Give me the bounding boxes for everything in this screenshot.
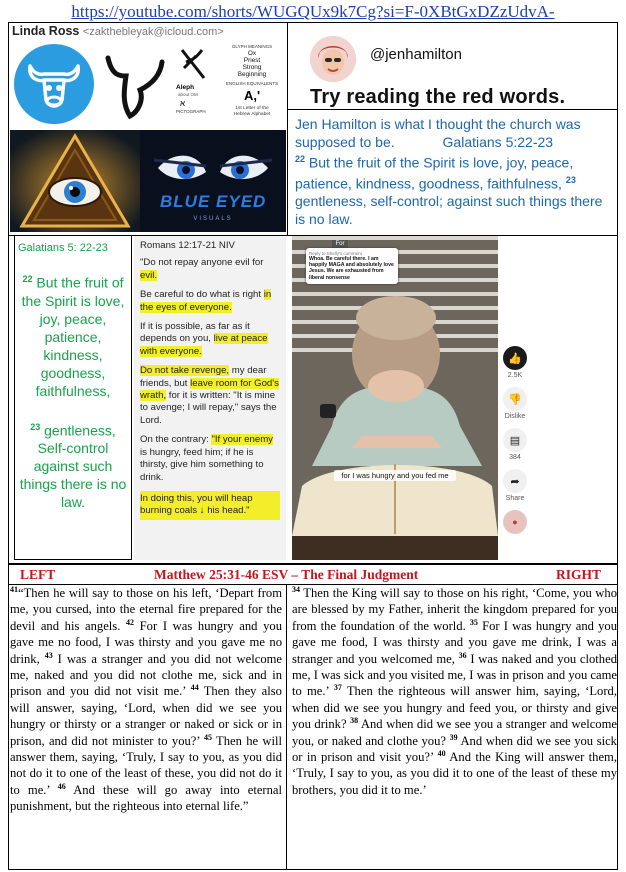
meaning-beginning: Beginning: [237, 71, 267, 78]
english-equivalents: A,': [243, 88, 261, 103]
verse-text: And when did we see you a stranger and welcome you, or naked and clothe you?: [292, 717, 617, 748]
logo-wordmark: [160, 192, 266, 212]
verse-number: 22: [295, 154, 306, 164]
glyph-meanings-title: GLYPH MEANINGS: [231, 44, 273, 49]
letter-note: 1st Letter of the Hebrew Alphabet: [233, 106, 271, 117]
matthew-header: [8, 566, 618, 584]
jen-hamilton-commentary: [295, 116, 613, 228]
aleph-chart: [176, 44, 284, 128]
logo-eyed: EYED: [216, 192, 267, 211]
verse-text: Then he will answer them, saying, ‘Truly, I say to you, as you did not do it to one of the least of these, you did not do it to me.’: [10, 733, 282, 797]
video-caption: for I was hungry and you fed me: [334, 470, 456, 481]
verse-number: 39: [449, 732, 458, 742]
galatians-v23: gentleness, Self-control against such things there is no law.: [19, 422, 127, 511]
verse-text: I was a stranger and you did not welcome me, naked and you did not clothe me, sick and in prison and you did not visit me.’: [10, 651, 282, 699]
tweet-caption: Try reading the red words.: [310, 86, 566, 108]
romans-p3: If it is possible, as far as it depends on you, live at peace with everyone.: [140, 321, 268, 357]
verse-text: And these will go away into eternal punishment, but the righteous into eternal life.”: [10, 782, 282, 814]
verse-23-text: gentleness, self-control; against such things there is no law.: [295, 193, 603, 227]
verse-number: 44: [190, 683, 199, 693]
commentary-line: Jen Hamilton is what I thought the church was supposed to be.: [295, 116, 581, 150]
all-seeing-eye-image: [10, 130, 140, 232]
pictograph-label: PICTOGRAPH: [176, 109, 206, 114]
ox-head-icon: [14, 44, 94, 124]
down-arrow-icon: ↓: [199, 505, 205, 517]
left-label: LEFT: [20, 567, 56, 582]
like-count: 2.5K: [507, 372, 523, 379]
youtube-link[interactable]: https://youtube.com/shorts/WUGQUx9k7Cg?si=F-0XBtGxDZzUdvA-: [71, 2, 555, 21]
verse-number: 23: [565, 175, 576, 186]
dislike-label: Dislike: [504, 413, 526, 420]
logo-visuals: VISUALS: [193, 216, 233, 222]
dislike-button[interactable]: 👎: [503, 387, 527, 411]
verse-number: 43: [44, 650, 53, 660]
verse-number: 38: [350, 716, 359, 726]
verse-text: Then the righteous will answer him, saying, ‘Lord, when did we see you hungry and feed you, or thirsty and give you drink?: [292, 684, 617, 732]
comment-button[interactable]: ▤: [503, 428, 527, 452]
galatians-text: [16, 270, 130, 511]
sender-email: <zakthebleyak@icloud.com>: [82, 26, 224, 38]
aleph-glyph: א: [180, 99, 186, 108]
galatians-title: Galatians 5: 22-23: [18, 242, 108, 254]
verse-number: 22: [22, 274, 33, 284]
blue-eyed-visuals-logo: [140, 130, 286, 232]
column-divider: [286, 584, 287, 870]
verse-number: 37: [333, 683, 342, 693]
ox-pictograph-icon: [100, 46, 172, 126]
verse-text: For I was hungry and you gave me no food, I was thirsty and you gave me no drink,: [10, 618, 282, 666]
left-column-text: [10, 585, 282, 869]
like-button[interactable]: 👍: [503, 346, 527, 370]
verse-number: 36: [458, 650, 467, 660]
share-button[interactable]: ➦: [503, 469, 527, 493]
comment-text: Whoa. Be careful there. I am happily MAGA and absolutely love Jesus. We are exhausted from liberal nonsense: [309, 256, 394, 281]
matthew-title: Matthew 25:31-46 ESV – The Final Judgment: [154, 567, 419, 582]
right-column-text: [292, 585, 617, 798]
verse-text: “Then he will say to those on his left, ‘Depart from me, you cursed, into the eternal fire prepared for the devil and his angels.: [10, 586, 282, 633]
romans-p1: "Do not repay anyone evil for evil.: [140, 257, 264, 281]
sender-name: Linda Ross: [12, 24, 80, 38]
video-frame[interactable]: [292, 236, 498, 560]
comment-count: 384: [509, 454, 521, 461]
verse-text: And the King will answer them, ‘Truly, I say to you, as you did it to one of the least of these my brothers, you did it to me.’: [292, 750, 618, 797]
right-label: RIGHT: [556, 567, 602, 582]
romans-p6: In doing this, you will heap burning coals ↓ his head.": [140, 491, 280, 520]
tweet-handle[interactable]: @jenhamilton: [370, 46, 462, 63]
galatians-v22: But the fruit of the Spirit is love, joy, peace, patience, kindness, goodness, faithfulness,: [21, 274, 125, 399]
comment-bubble: [306, 248, 398, 284]
verse-number: 35: [469, 617, 478, 627]
romans-p4: Do not take revenge, my dear friends, but leave room for God's wrath, for it is written: "It is mine to avenge; I will repay," says the Lord.: [140, 365, 279, 426]
verse-number: 41: [10, 585, 18, 594]
romans-screenshot: [134, 236, 286, 560]
share-label: Share: [505, 495, 525, 502]
verse-number: 45: [203, 732, 212, 742]
verse-number: 34: [292, 584, 300, 594]
glyph-meanings: [222, 50, 282, 78]
comment-user: Reply to Shelly's comment: [309, 251, 362, 256]
verse-text: Then the King will say to those on his right, ‘Come, you who are blessed by my Father, inherit the kingdom prepared for you from the foundation of the world.: [292, 586, 617, 633]
channel-avatar-icon[interactable]: ●: [503, 510, 527, 534]
romans-title: Romans 12:17-21 NIV: [140, 240, 235, 251]
verse-number: 23: [30, 421, 41, 432]
verse-number: 40: [437, 748, 446, 758]
logo-blue: BLUE: [160, 192, 211, 211]
verse-text: For I was hungry and you gave me food, I was thirsty and you gave me drink, I was a stranger and you welcomed me,: [292, 618, 617, 666]
meaning-ox: Ox: [247, 50, 257, 57]
meaning-priest: Priest: [243, 57, 261, 64]
verse-text: Then they also will answer, saying, ‘Lord, when did we see you hungry or thirsty or a stranger or naked or sick or in prison, and did not minister to you?’: [10, 684, 282, 748]
avatar[interactable]: [310, 36, 356, 82]
verse-text: And when did we see you sick or in prison and visit you?’: [292, 733, 617, 765]
commentary-ref: Galatians 5:22-23: [442, 133, 554, 150]
video-side-actions: [500, 346, 530, 536]
english-equivalents-title: ENGLISH EQUIVALENTS: [225, 81, 279, 86]
email-sender: [12, 24, 224, 38]
aleph-label: Aleph: [176, 84, 195, 91]
video-label: For: [332, 240, 348, 249]
aleph-sub: about OM: [178, 92, 198, 97]
romans-p2: Be careful to do what is right in the eyes of everyone.: [140, 289, 272, 313]
romans-p5: On the contrary: "If your enemy is hungry, feed him; if he is thirsty, give him something to drink.: [140, 434, 273, 483]
verse-text: I was naked and you clothed me, I was sick and you visited me, I was in prison and you came to me.’: [292, 651, 617, 699]
verse-number: 46: [57, 781, 66, 791]
verse-22-text: But the fruit of the Spirit is love, joy, peace, patience, kindness, goodness, faithfulness,: [295, 154, 574, 192]
verse-number: 42: [126, 617, 135, 627]
meaning-strong: Strong: [242, 64, 262, 71]
